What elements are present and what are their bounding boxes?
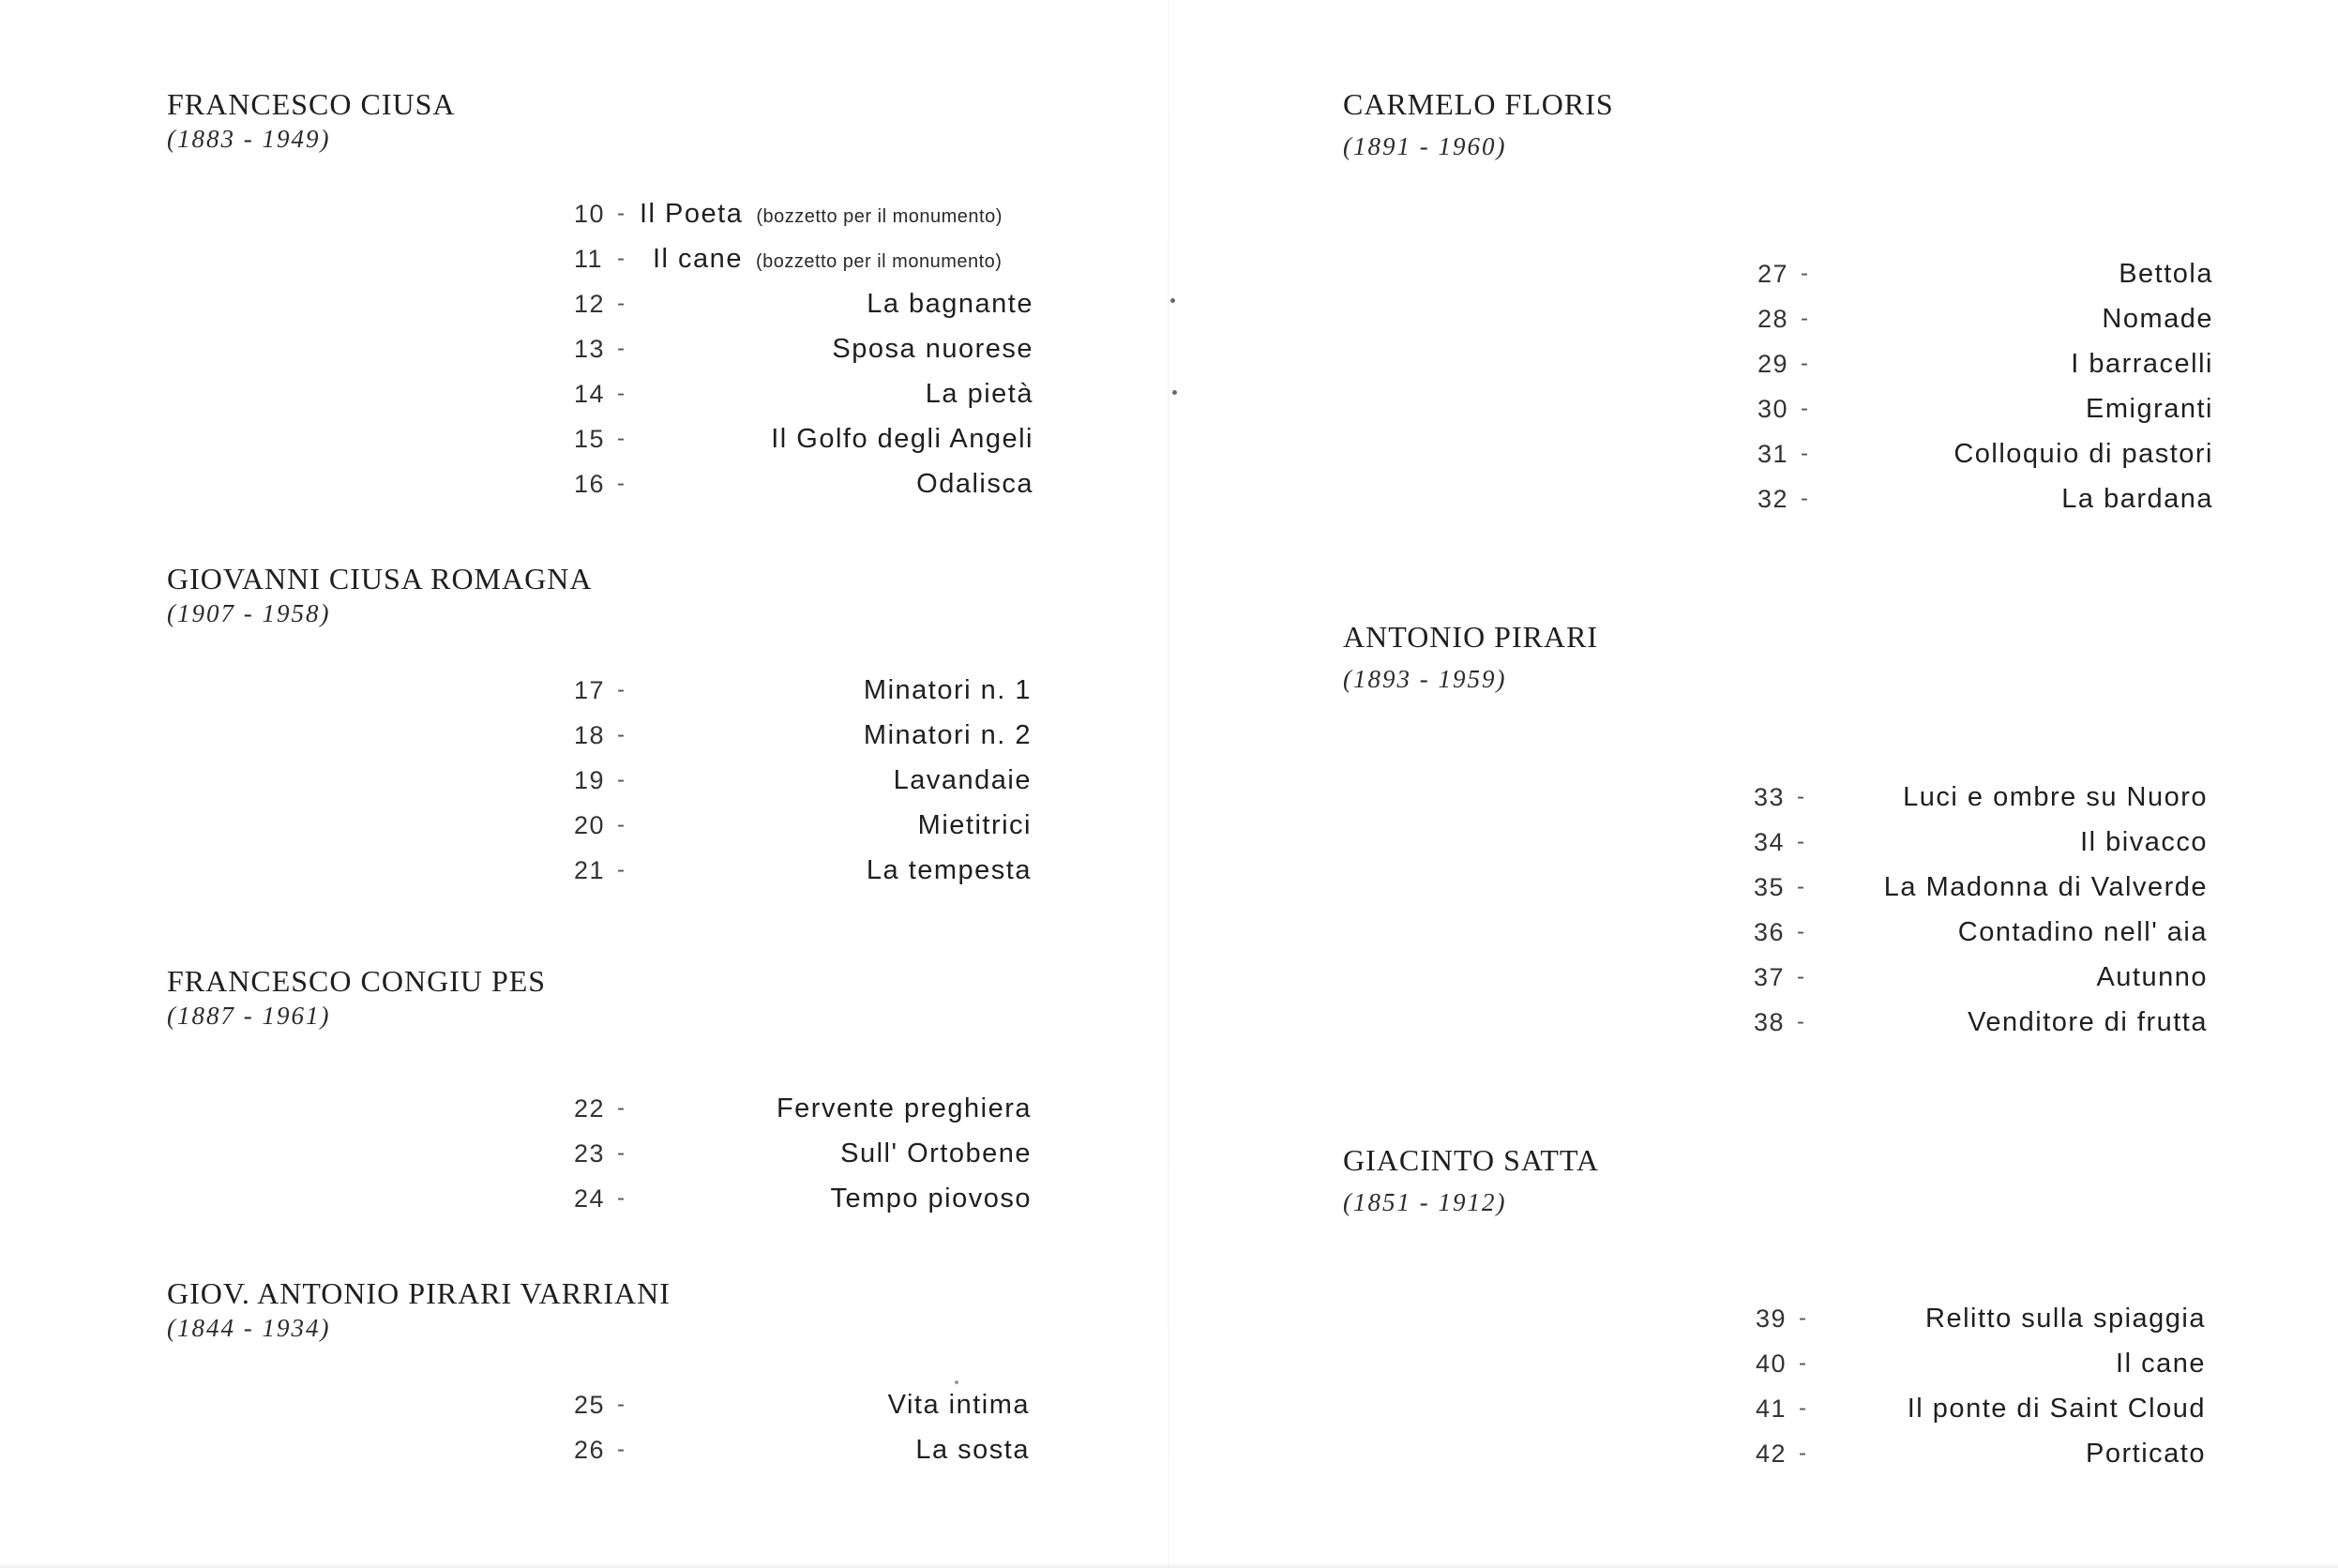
work-title: Luci e ombre su Nuoro	[1903, 782, 2208, 812]
list-item	[574, 326, 1033, 371]
list-item	[1757, 476, 2213, 521]
work-title: Minatori n. 1	[863, 675, 1032, 705]
work-number: 38	[1754, 1008, 1786, 1036]
list-item	[574, 461, 1033, 506]
work-number: 23	[574, 1139, 606, 1168]
work-dash: -	[617, 1140, 626, 1166]
work-number: 26	[574, 1436, 606, 1464]
work-dash: -	[617, 1095, 626, 1121]
work-title: La pietà	[925, 379, 1033, 409]
work-title: La bagnante	[867, 289, 1033, 319]
work-dash: -	[1799, 1350, 1808, 1376]
artist-dates: (1887 - 1961)	[167, 1002, 331, 1030]
work-title: Lavandaie	[893, 765, 1032, 795]
work-title: Il cane	[2116, 1349, 2206, 1379]
work-dash: -	[1801, 396, 1810, 421]
work-number: 20	[574, 811, 606, 839]
list-item	[1754, 1000, 2208, 1045]
work-number: 29	[1757, 350, 1789, 378]
artist-dates: (1893 - 1959)	[1343, 665, 1507, 693]
list-item	[574, 668, 1032, 713]
list-item	[574, 713, 1032, 758]
work-dash: -	[1801, 261, 1810, 286]
list-item	[574, 1427, 1030, 1472]
work-number: 33	[1754, 783, 1786, 811]
work-dash: -	[1797, 829, 1806, 854]
works-list	[1756, 1296, 2206, 1476]
work-number: 14	[574, 380, 606, 408]
artist-dates: (1891 - 1960)	[1343, 132, 1507, 160]
works-list	[574, 668, 1032, 893]
list-item	[1754, 865, 2208, 910]
work-dash: -	[1797, 874, 1806, 899]
list-item	[1754, 820, 2208, 865]
work-number: 25	[574, 1391, 606, 1419]
list-item	[1756, 1341, 2206, 1386]
work-number: 40	[1756, 1349, 1787, 1378]
work-dash: -	[617, 246, 626, 271]
work-dash: -	[1801, 441, 1810, 466]
work-title: Sposa nuorese	[832, 334, 1033, 364]
artist-heading	[167, 561, 592, 628]
work-title: Sull' Ortobene	[840, 1138, 1032, 1168]
artist-heading	[167, 86, 456, 154]
list-item	[574, 416, 1033, 461]
artist-name: CARMELO FLORIS	[1343, 87, 1614, 121]
work-dash: -	[617, 857, 626, 882]
work-dash: -	[1797, 919, 1806, 944]
work-title: La bardana	[2061, 484, 2213, 514]
work-dash: -	[617, 1437, 626, 1462]
page-fold	[1168, 0, 1169, 1568]
work-title: Venditore di frutta	[1968, 1007, 2208, 1037]
work-number: 13	[574, 335, 606, 363]
artist-name: GIACINTO SATTA	[1343, 1143, 1600, 1177]
works-list	[1757, 251, 2213, 521]
list-item	[574, 191, 1033, 236]
list-item	[1757, 296, 2213, 341]
work-number: 32	[1757, 485, 1789, 513]
work-dash: -	[1801, 351, 1810, 376]
artist-name: GIOVANNI CIUSA ROMAGNA	[167, 562, 593, 596]
artist-heading	[1343, 86, 1614, 161]
work-number: 21	[574, 856, 606, 884]
works-list	[574, 191, 1033, 506]
work-title: Nomade	[2102, 304, 2213, 334]
list-item	[1754, 775, 2208, 820]
work-title: Il cane	[653, 244, 743, 274]
list-item	[574, 803, 1032, 848]
work-dash: -	[617, 336, 626, 361]
work-number: 30	[1757, 395, 1789, 423]
work-dash: -	[617, 381, 626, 406]
work-note: (bozzetto per il monumento)	[756, 206, 1003, 227]
work-number: 36	[1754, 918, 1786, 946]
work-title: Contadino nell' aia	[1957, 917, 2208, 947]
work-title: Fervente preghiera	[776, 1093, 1032, 1123]
artist-heading	[1343, 619, 1598, 694]
work-number: 35	[1754, 873, 1786, 901]
artist-dates: (1907 - 1958)	[167, 599, 331, 627]
work-number: 18	[574, 721, 606, 749]
work-dash: -	[1799, 1440, 1808, 1466]
work-number: 39	[1756, 1304, 1787, 1333]
list-item	[1757, 386, 2213, 431]
work-title-wrap	[640, 191, 1003, 239]
work-number: 17	[574, 676, 606, 704]
artist-heading	[167, 963, 546, 1031]
work-title: Relitto sulla spiaggia	[1925, 1304, 2206, 1334]
work-number: 34	[1754, 828, 1786, 856]
work-note: (bozzetto per il monumento)	[755, 251, 1003, 272]
work-dash: -	[1799, 1395, 1808, 1421]
work-title: La sosta	[915, 1435, 1030, 1465]
work-title: Il Golfo degli Angeli	[771, 424, 1033, 454]
list-item	[574, 1382, 1030, 1427]
work-title: Minatori n. 2	[863, 720, 1032, 750]
work-dash: -	[1799, 1305, 1808, 1331]
work-number: 27	[1757, 260, 1789, 288]
work-number: 15	[574, 425, 606, 453]
work-dash: -	[617, 201, 626, 226]
work-title: Colloquio di pastori	[1953, 439, 2213, 469]
work-number: 31	[1757, 440, 1789, 468]
artist-dates: (1844 - 1934)	[167, 1314, 331, 1342]
artist-heading	[1343, 1142, 1599, 1217]
work-dash: -	[617, 1185, 626, 1211]
list-item	[574, 758, 1032, 803]
artist-name: GIOV. ANTONIO PIRARI VARRIANI	[167, 1276, 671, 1310]
work-title: Il ponte di Saint Cloud	[1907, 1394, 2206, 1424]
work-dash: -	[617, 722, 626, 747]
work-title: Il bivacco	[2080, 827, 2208, 857]
list-item	[1754, 910, 2208, 955]
list-item	[574, 1131, 1032, 1176]
work-title: Porticato	[2086, 1439, 2206, 1469]
work-title: Autunno	[2096, 962, 2208, 992]
scan-speck	[955, 1380, 958, 1384]
artist-name: FRANCESCO CIUSA	[167, 87, 456, 121]
artist-name: ANTONIO PIRARI	[1343, 620, 1599, 654]
work-dash: -	[1801, 306, 1810, 331]
list-item	[1757, 341, 2213, 386]
list-item	[574, 236, 1033, 281]
work-title: Il Poeta	[640, 199, 744, 229]
work-dash: -	[617, 291, 626, 316]
work-title: Emigranti	[2086, 394, 2213, 424]
work-title: La tempesta	[866, 855, 1032, 885]
work-dash: -	[617, 767, 626, 792]
work-title: Tempo piovoso	[830, 1184, 1032, 1214]
work-dash: -	[1797, 784, 1806, 809]
list-item	[1754, 955, 2208, 1000]
work-title: I barracelli	[2071, 349, 2213, 379]
works-list	[574, 1382, 1030, 1472]
work-number: 41	[1756, 1395, 1787, 1423]
work-title-wrap	[653, 236, 1002, 284]
work-title: Bettola	[2119, 259, 2213, 289]
list-item	[1757, 251, 2213, 296]
work-dash: -	[617, 677, 626, 702]
work-number: 11	[574, 245, 604, 273]
work-dash: -	[617, 812, 626, 837]
page-edge-shadow	[0, 1562, 2338, 1568]
list-item	[1756, 1431, 2206, 1476]
list-item	[1757, 431, 2213, 476]
work-number: 22	[574, 1094, 606, 1123]
work-number: 42	[1756, 1440, 1787, 1468]
work-dash: -	[1801, 486, 1810, 511]
work-title: Odalisca	[916, 469, 1033, 499]
list-item	[574, 371, 1033, 416]
list-item	[574, 281, 1033, 326]
works-list	[574, 1086, 1032, 1221]
scan-speck	[1170, 298, 1175, 303]
scan-speck	[1172, 390, 1177, 395]
work-number: 12	[574, 290, 606, 318]
artist-dates: (1883 - 1949)	[167, 125, 331, 153]
work-number: 37	[1754, 963, 1786, 991]
list-item	[574, 1086, 1032, 1131]
list-item	[574, 1176, 1032, 1221]
list-item	[1756, 1296, 2206, 1341]
work-title: Vita intima	[887, 1390, 1030, 1420]
list-item	[1756, 1386, 2206, 1431]
work-dash: -	[1797, 964, 1806, 989]
work-number: 24	[574, 1184, 606, 1213]
list-item	[574, 848, 1032, 893]
work-dash: -	[1797, 1009, 1806, 1034]
work-dash: -	[617, 1392, 626, 1417]
work-dash: -	[617, 426, 626, 451]
work-title: Mietitrici	[917, 810, 1032, 840]
artist-dates: (1851 - 1912)	[1343, 1188, 1507, 1216]
work-number: 10	[574, 200, 606, 228]
work-number: 28	[1757, 305, 1789, 333]
work-number: 19	[574, 766, 606, 794]
artist-heading	[167, 1275, 671, 1343]
artist-name: FRANCESCO CONGIU PES	[167, 964, 547, 998]
work-title: La Madonna di Valverde	[1883, 872, 2208, 902]
works-list	[1754, 775, 2208, 1045]
work-dash: -	[617, 471, 626, 496]
work-number: 16	[574, 470, 606, 498]
